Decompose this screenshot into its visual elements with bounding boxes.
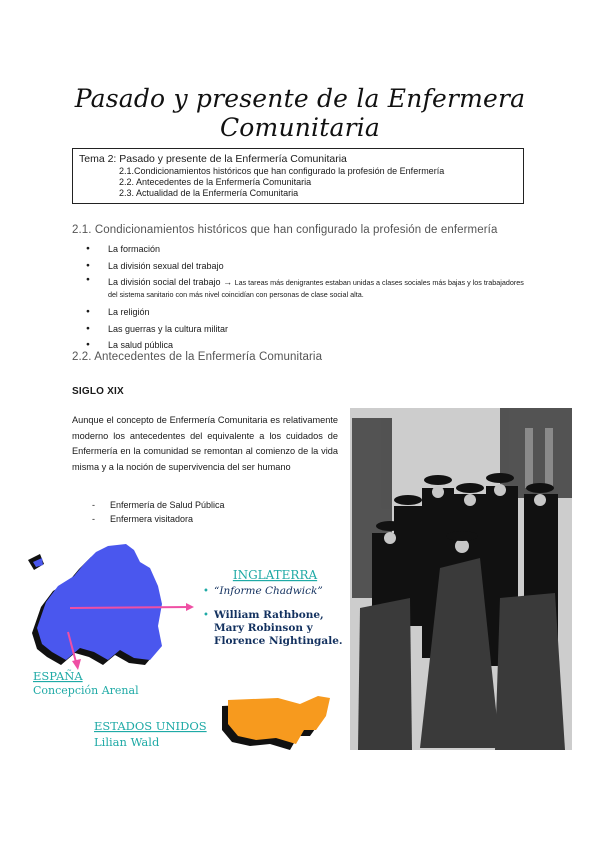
spain-label: ESPAÑA xyxy=(33,669,83,683)
europe-shape xyxy=(37,544,162,660)
bullet-list xyxy=(72,241,532,354)
section-heading-2-2: 2.2. Antecedentes de la Enfermería Comunitaria xyxy=(72,351,323,363)
list-item xyxy=(72,274,532,304)
subheading-siglo: SIGLO XIX xyxy=(72,386,124,397)
arrow-to-england xyxy=(70,607,192,608)
section-heading-2-1: 2.1. Condicionamientos históricos que han configurado la profesión de enfermería xyxy=(72,224,498,236)
list-item xyxy=(72,321,532,338)
europe-map xyxy=(28,544,162,665)
england-item-chadwick: “Informe Chadwick” xyxy=(214,585,323,597)
page-title: Pasado y presente de la Enfermera Comunitaria xyxy=(74,84,526,142)
list-item xyxy=(72,241,532,258)
paragraph: Aunque el concepto de Enfermería Comunitaria es relativamente moderno los antecedentes del equivalente a los cuidados de Enfermería en la comunidad se remontan al comienzo de la vida misma y a la noción de supervivencia del ser humano xyxy=(72,415,338,472)
usa-person: Lilian Wald xyxy=(94,735,160,749)
history-map-figure xyxy=(0,540,345,770)
table-of-contents xyxy=(72,148,524,204)
list-item: - Enfermería de Salud Pública xyxy=(72,498,332,512)
list-item-text: La formación xyxy=(108,244,161,254)
list-item-detail: Las tareas más denigrantes estaban unidas a clases sociales más bajas y los trabajadores del sistema sanitario con más nivel coincidían con personas de clase social alta. xyxy=(108,278,524,299)
arrow-to-england-head xyxy=(186,603,194,611)
list-item-text: La salud pública xyxy=(108,340,174,350)
list-item xyxy=(72,258,532,275)
usa-shape xyxy=(228,696,330,744)
toc-item: 2.1.Condicionamientos históricos que han configurado la profesión de Enfermería xyxy=(119,166,445,176)
toc-item: 2.3. Actualidad de la Enfermería Comunitaria xyxy=(119,188,299,198)
toc-heading: Tema 2: Pasado y presente de la Enfermería Comunitaria xyxy=(79,153,347,165)
historical-nurses-photo xyxy=(350,408,572,750)
list-item: - Enfermera visitadora xyxy=(72,512,332,526)
toc-item: 2.2. Antecedentes de la Enfermería Comunitaria xyxy=(119,177,312,187)
list-item-text: La religión xyxy=(108,307,150,317)
list-item-text: La división sexual del trabajo xyxy=(108,260,224,271)
usa-map xyxy=(222,696,330,750)
england-item-people: William Rathbone, Mary Robinson y Florence Nightingale. xyxy=(214,609,343,647)
bullet-icon: • xyxy=(203,610,209,621)
usa-label: ESTADOS UNIDOS xyxy=(94,719,207,733)
list-item-text: La división social del trabajo → xyxy=(108,277,233,287)
spain-person: Concepción Arenal xyxy=(33,684,139,697)
list-item xyxy=(72,304,532,321)
dash-list xyxy=(72,498,332,526)
list-item-text: Las guerras y la cultura militar xyxy=(108,323,229,334)
england-label: INGLATERRA xyxy=(232,568,318,582)
bullet-icon: • xyxy=(203,586,209,597)
